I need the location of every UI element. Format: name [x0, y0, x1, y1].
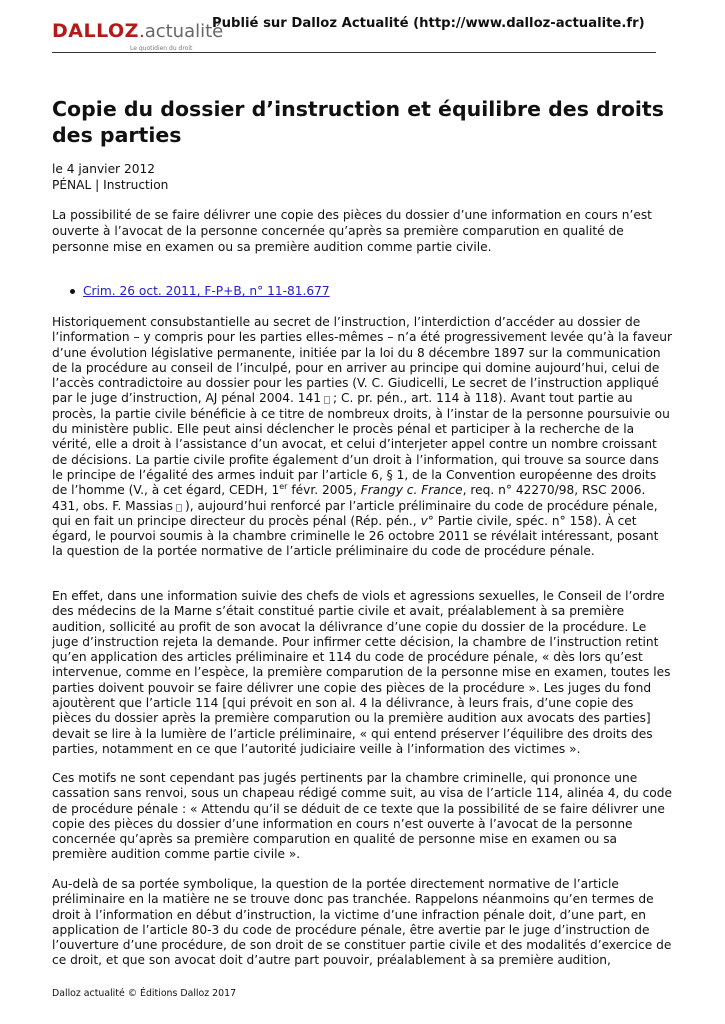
- p1-case-name: Frangy c. France: [360, 483, 463, 498]
- logo-dalloz: DALLOZ: [52, 20, 139, 42]
- paragraph-4: Au-delà de sa portée symbolique, la question de la portée directement normative de l’article préliminaire en la matière ne se trouve donc pas tranchée. Rappelons néanmoins qu’en termes de droit à l’information en début d’instruction, la victime d’une infraction pénale doit, d’une part, en application de l’article 80-3 du code de procédure pénale, être avertie par le juge d’instruction de l’ouverture d’une procédure, de son droit de se constituer partie civile et des modalités d’exercice de ce droit, et que son avocat doit d’autre part pouvoir, préalablement à sa première audition,: [52, 877, 672, 968]
- reference-list-item: [70, 284, 330, 298]
- logo-actualite: actualité: [144, 21, 224, 42]
- page-footer: Dalloz actualité © Éditions Dalloz 2017: [52, 988, 237, 999]
- logo-tagline: Le quotidien du droit: [130, 45, 193, 52]
- p1-text-b: ; C. pr. pén., art. 114 à 118). Avant tout partie au procès, la partie civile bénéficie à ce titre de nombreux droits, à l’instar de la personne poursuivie ou du ministère public. Elle peut ainsi déclencher le procès pénal et participer à la recherche de la vérité, elle a droit à l’assistance d’un avocat, et celui d’interjeter appel contre un nombre croissant de décisions. La partie civile profite également d’un droit à l’information, qui trouve sa source dans le principe de l’égalité des armes induit par l’article 6, § 1, de la Convention européenne des droits de l’homme (V., à cet égard, CEDH, 1: [52, 391, 670, 498]
- paragraph-2: En effet, dans une information suivie des chefs de viols et agressions sexuelles, le Conseil de l’ordre des médecins de la Marne s’était constitué partie civile et avait, préalablement à sa première audition, sollicité au profit de son avocat la délivrance d’une copie du dossier de la procédure. Le juge d’instruction rejeta la demande. Pour infirmer cette décision, la chambre de l’instruction retint qu’en application des articles préliminaire et 114 du code de procédure pénale, « dès lors qu’est intervenue, comme en l’espèce, la première comparution de la personne mise en examen, toutes les parties doivent pouvoir se faire délivrer une copie des pièces de la procédure ». Les juges du fond ajoutèrent que l’article 114 [qui prévoit en son al. 4 la délivrance, à leurs frais, d’une copie des pièces du dossier après la première comparution ou la première audition aux avocats des parties] devait se lire à la lumière de l’article préliminaire, « qui entend préserver l’équilibre des droits des parties, notamment en ce que l’autorité judiciaire veille à l’information des victimes ».: [52, 589, 671, 756]
- article-meta: [52, 161, 168, 193]
- published-notice: Publié sur Dalloz Actualité (http://www.dalloz-actualite.fr): [212, 16, 645, 31]
- footnote-link-icon[interactable]: [176, 504, 182, 512]
- bullet-icon: [70, 289, 75, 294]
- dalloz-actualite-logo[interactable]: [52, 20, 224, 52]
- p1-text-f: Partie civile, spéc. n° 158). À cet égard, le pourvoi soumis à la chambre criminelle le 26 octobre 2011 se révélait intéressant, posant la question de la portée normative de l’article préliminaire du code de procédure pénale.: [52, 513, 659, 559]
- p1-superscript: er: [279, 482, 288, 492]
- footnote-link-icon[interactable]: [324, 396, 330, 404]
- article-category: PÉNAL | Instruction: [52, 178, 169, 192]
- article-lead: La possibilité de se faire délivrer une copie des pièces du dossier d’une information en cours n’est ouverte à l’avocat de la personne concernée qu’après sa première comparution en qualité de personne mise en examen ou sa première audition comme partie civile.: [52, 208, 652, 254]
- article-title: Copie du dossier d’instruction et équilibre des droits des parties: [52, 97, 664, 147]
- p1-text-a: Historiquement consubstantielle au secret de l’instruction, l’interdiction d’accéder au dossier de l’information – y compris pour les parties elles-mêmes – n’a été progressivement levée qu’à la faveur d’une évolution législative permanente, initiée par la loi du 8 décembre 1897 sur la communication de la procédure au conseil de l’inculpé, pour en arriver au principe qui domine aujourd’hui, celui de l’accès contradictoire au dossier pour les parties (V. C. Giudicelli, Le secret de l’instruction appliqué par le juge d’instruction, AJ pénal 2004. 141: [52, 315, 672, 406]
- p1-text-e: ), aujourd’hui renforcé par l’article préliminaire du code de procédure pénale, qui en fait un principe directeur du procès pénal (Rép. pén.,: [52, 498, 658, 528]
- p1-text-c: févr. 2005,: [287, 483, 361, 498]
- paragraph-3: Ces motifs ne sont cependant pas jugés pertinents par la chambre criminelle, qui prononce une cassation sans renvoi, sous un chapeau rédigé comme suit, au visa de l’article 114, alinéa 4, du code de procédure pénale : « Attendu qu’il se déduit de ce texte que la possibilité de se faire délivrer une copie des pièces du dossier d’une information en cours n’est ouverte à l’avocat de la personne concernée qu’après sa première comparution en qualité de personne mise en examen ou sa première audition comme partie civile ».: [52, 771, 672, 862]
- logo-dot: .: [138, 21, 145, 42]
- paragraph-1: [52, 315, 672, 560]
- reference-link[interactable]: Crim. 26 oct. 2011, F-P+B, n° 11-81.677: [83, 284, 330, 298]
- p1-verbo: v°: [420, 513, 434, 528]
- p1-text-d: , req. n° 42270/98, RSC 2006. 431, obs. F. Massias: [52, 483, 646, 513]
- page-header: [52, 14, 656, 60]
- article-date: le 4 janvier 2012: [52, 162, 155, 176]
- header-divider: [52, 52, 656, 53]
